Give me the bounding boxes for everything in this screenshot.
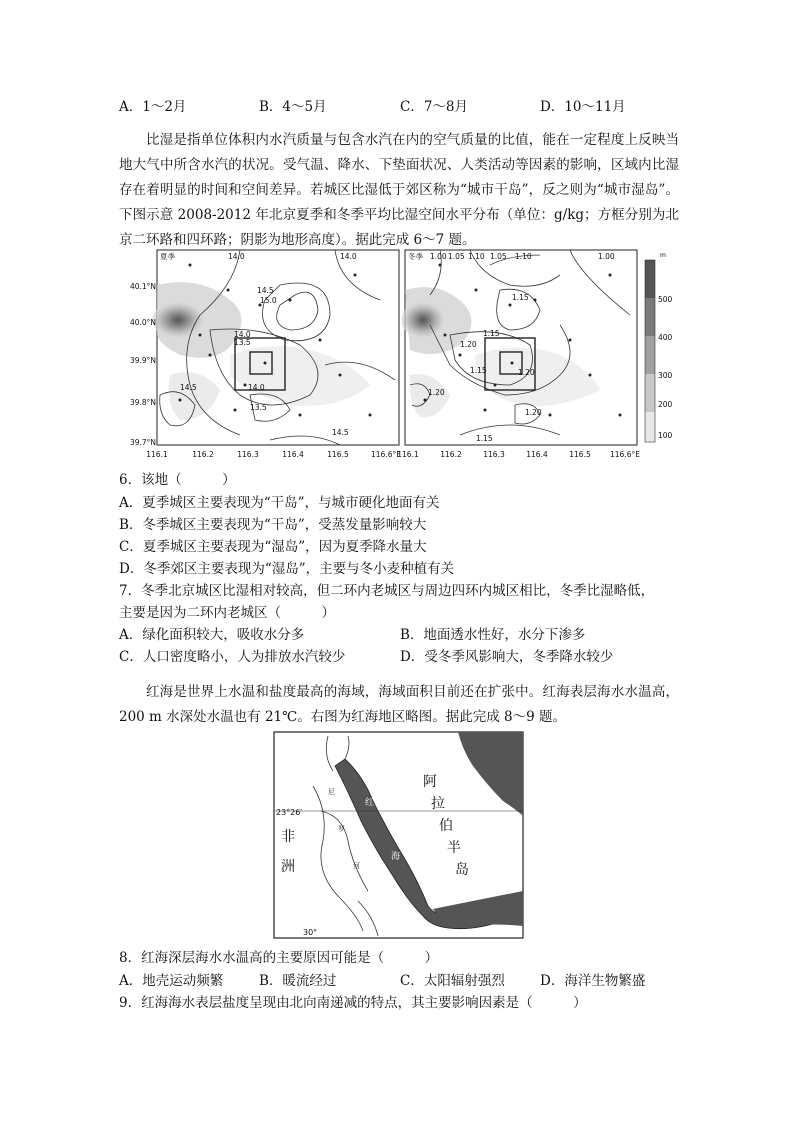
svg-text:罗: 罗 [338, 825, 345, 833]
summer-panel [152, 250, 399, 445]
winter-season-label: 冬季 [408, 252, 423, 261]
svg-text:半: 半 [447, 840, 461, 856]
q8-option-c: C．太阳辐射强烈 [400, 973, 505, 989]
contour-label: 1.20 [525, 408, 542, 417]
q9-stem: 9．红海海水表层盐度呈现由北向南递减的特点，其主要影响因素是（ ） [119, 995, 587, 1011]
svg-text:阿: 阿 [423, 774, 437, 790]
lon-label: 116.6°E [610, 450, 640, 459]
svg-text:拉: 拉 [431, 796, 445, 812]
contour-label: 14.5 [257, 286, 274, 295]
lon-label: 116.5 [569, 450, 591, 459]
lon-label: 116.5 [327, 450, 349, 459]
lat-label: 39.9°N [129, 356, 156, 365]
summer-season-label: 夏季 [160, 252, 175, 261]
q7-stem-line1: 7．冬季北京城区比湿相对较高，但二环内老城区与周边四环内城区相比，冬季比湿略低， [119, 583, 655, 599]
lon-label: 116.1 [397, 450, 419, 459]
lon-label: 116.1 [146, 450, 168, 459]
mountain-shade [152, 302, 204, 338]
winter-panel [401, 250, 637, 445]
beijing-humidity-figure [129, 245, 675, 470]
lat-label: 40.1°N [129, 282, 156, 291]
q6-stem: 6．该地（ ） [119, 472, 236, 488]
contour-label: 1.15 [512, 293, 529, 302]
lon-label: 116.6°E [371, 450, 401, 459]
contour-label: 1.15 [483, 329, 500, 338]
contour-label: 13.5 [250, 403, 267, 412]
contour-label: 1.00 [430, 252, 447, 261]
q5-option-b: B．4～5月 [259, 99, 327, 115]
lat-label: 39.8°N [129, 398, 156, 407]
intro-paragraph-6-7: 比湿是指单位体积内水汽质量与包含水汽在内的空气质量的比值，能在一定程度上反映当地大气中所含水汽的状况。受气温、降水、下垫面状况、人类活动等因素的影响，区域内比湿存在着明显的时间和空间差异。若城区比湿低于郊区称为“城市干岛”，反之则为“城市湿岛”。下图示意 2008-2012 年北京夏季和冬季平均比湿空间水平分布（单位：g/kg；方框分别为北京二环路和四环路；阴影为地形高度）。据此完成 6～7 题。 [119, 132, 679, 248]
legend-unit: m [660, 252, 666, 259]
q6-option-b: B．冬季城区主要表现为“干岛”，受蒸发量影响较大 [119, 517, 427, 533]
q7-option-a: A．绿化面积较大，吸收水分多 [119, 627, 305, 643]
legend-value: 300 [658, 371, 673, 380]
contour-label: 1.05 [490, 252, 507, 261]
contour-label: 14.5 [180, 383, 197, 392]
q5-option-c: C．7～8月 [400, 99, 469, 115]
svg-text:红: 红 [365, 798, 375, 808]
lon-label: 116.3 [483, 450, 505, 459]
legend-value: 400 [658, 333, 673, 342]
lon-label: 116.4 [282, 450, 304, 459]
contour-label: 15.0 [260, 296, 277, 305]
contour-label: 1.20 [428, 388, 445, 397]
svg-text:岛: 岛 [455, 862, 469, 878]
contour-label: 14.5 [332, 428, 349, 437]
q8-stem: 8．红海深层海水水温高的主要原因可能是（ ） [119, 950, 439, 966]
q7-stem-line2: 主要是因为二环内老城区（ ） [119, 605, 335, 621]
lon-label: 116.4 [526, 450, 548, 459]
contour-label: 1.05 [448, 252, 465, 261]
contour-label: 1.15 [476, 434, 493, 443]
beijing-humidity-maps [129, 245, 675, 470]
q8-option-d: D．海洋生物繁盛 [540, 973, 646, 989]
contour-label: 1.10 [515, 252, 532, 261]
contour-label: 1.20 [460, 340, 477, 349]
contour-label: 14.0 [234, 330, 251, 339]
contour-label: 13.5 [234, 338, 251, 347]
q5-option-d: D．10～11月 [540, 99, 626, 115]
lat-label-bottom: 30° [303, 928, 318, 937]
contour-label: 1.00 [598, 252, 615, 261]
q6-option-d: D．冬季郊区主要表现为“湿岛”，主要与冬小麦种植有关 [119, 561, 455, 577]
svg-text:海: 海 [391, 852, 401, 862]
legend-value: 500 [658, 295, 673, 304]
svg-text:洲: 洲 [281, 859, 295, 875]
lon-label: 116.2 [440, 450, 462, 459]
q7-option-b: B．地面透水性好，水分下渗多 [400, 627, 586, 643]
q7-option-c: C．人口密度略小，人为排放水汽较少 [119, 649, 346, 665]
contour-label: 14.0 [248, 383, 265, 392]
q8-option-b: B．暖流经过 [259, 973, 337, 989]
lat-label: 39.7°N [129, 438, 156, 447]
lat-label-top: 23°26′ [276, 808, 303, 817]
svg-text:河: 河 [353, 862, 360, 870]
legend-value: 200 [658, 400, 673, 409]
lat-label: 40.0°N [129, 318, 156, 327]
intro-paragraph-8-9: 红海是世界上水温和盐度最高的海域，海域面积目前还在扩张中。红海表层海水水温高，200 m 水深处水温也有 21℃。右图为红海地区略图。据此完成 8～9 题。 [119, 684, 679, 725]
lon-label: 116.3 [237, 450, 259, 459]
red-sea-map-figure [273, 731, 525, 941]
lon-label: 116.2 [192, 450, 214, 459]
contour-label: 1.20 [518, 368, 535, 377]
contour-label: 1.15 [470, 366, 487, 375]
contour-label: 14.0 [340, 252, 357, 261]
svg-text:非: 非 [281, 829, 295, 845]
terrain-legend [645, 252, 673, 442]
q6-option-c: C．夏季城区主要表现为“湿岛”，因为夏季降水量大 [119, 539, 427, 555]
q8-option-a: A．地壳运动频繁 [119, 973, 224, 989]
svg-text:尼: 尼 [328, 788, 335, 796]
q7-option-d: D．受冬季风影响大，冬季降水较少 [400, 649, 614, 665]
q5-option-a: A．1～2月 [119, 99, 187, 115]
red-sea-map [273, 731, 525, 941]
q6-option-a: A．夏季城区主要表现为“干岛”，与城市硬化地面有关 [119, 495, 440, 511]
legend-value: 100 [658, 431, 673, 440]
contour-label: 14.0 [228, 252, 245, 261]
contour-label: 1.10 [468, 252, 485, 261]
svg-text:伯: 伯 [439, 818, 453, 834]
